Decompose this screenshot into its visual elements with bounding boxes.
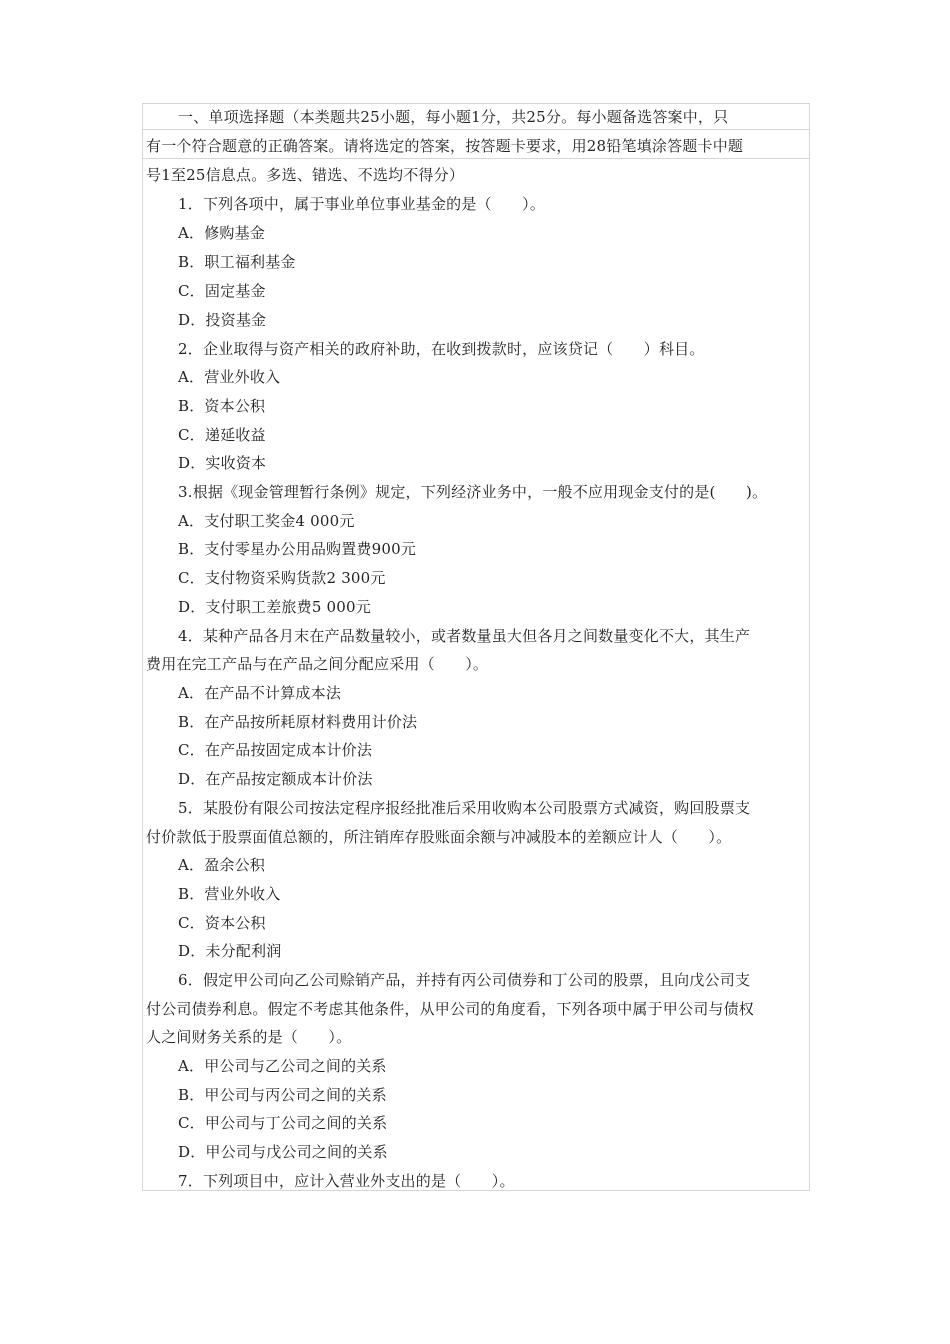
- option-item: D．在产品按定额成本计价法: [178, 770, 373, 788]
- option-item: B．在产品按所耗原材料费用计价法: [178, 713, 418, 731]
- option-item: B．支付零星办公用品购置费900元: [178, 540, 417, 558]
- question-text: 3.根据《现金管理暂行条例》规定，下列经济业务中，一般不应用现金支付的是( )。: [178, 483, 768, 501]
- question-text: 1．下列各项中，属于事业单位事业基金的是（ ）。: [178, 195, 546, 213]
- option-item: B．职工福利基金: [178, 253, 296, 271]
- option-item: D．支付职工差旅费5 000元: [178, 598, 371, 616]
- section-header-line: 号1至25信息点。多选、错选、不选均不得分）: [146, 166, 465, 184]
- option-item: A．甲公司与乙公司之间的关系: [178, 1057, 387, 1075]
- option-item: A．修购基金: [178, 224, 266, 242]
- option-item: C．支付物资采购货款2 300元: [178, 569, 386, 587]
- option-item: A．在产品不计算成本法: [178, 684, 342, 702]
- option-item: D．投资基金: [178, 311, 267, 329]
- question-text: 人之间财务关系的是（ ）。: [146, 1028, 352, 1046]
- option-item: B．营业外收入: [178, 885, 281, 903]
- question-text: 6．假定甲公司向乙公司赊销产品，并持有丙公司债券和丁公司的股票，且向戊公司支: [178, 971, 751, 989]
- section-header-line: 一、单项选择题（本类题共25小题，每小题1分，共25分。每小题备选答案中，只: [178, 108, 729, 126]
- question-text: 费用在完工产品与在产品之间分配应采用（ ）。: [146, 655, 489, 673]
- option-item: C．甲公司与丁公司之间的关系: [178, 1114, 388, 1132]
- question-text: 5．某股份有限公司按法定程序报经批准后采用收购本公司股票方式减资，购回股票支: [178, 799, 751, 817]
- option-item: A．营业外收入: [178, 368, 281, 386]
- option-item: C．在产品按固定成本计价法: [178, 741, 373, 759]
- option-item: D．未分配利润: [178, 942, 282, 960]
- option-item: D．实收资本: [178, 454, 267, 472]
- option-item: C．递延收益: [178, 426, 266, 444]
- question-text: 2．企业取得与资产相关的政府补助，在收到拨款时，应该贷记（ ）科目。: [178, 340, 705, 358]
- question-text: 7．下列项目中，应计入营业外支出的是（ ）。: [178, 1172, 515, 1190]
- question-text: 付公司债券利息。假定不考虑其他条件，从甲公司的角度看，下列各项中属于甲公司与债权: [146, 1000, 755, 1018]
- section-header-line: 有一个符合题意的正确答案。请将选定的答案，按答题卡要求，用28铅笔填涂答题卡中题: [146, 137, 744, 155]
- option-item: B．甲公司与丙公司之间的关系: [178, 1086, 387, 1104]
- option-item: C．固定基金: [178, 282, 266, 300]
- row-divider: [142, 129, 810, 130]
- question-text: 4．某种产品各月末在产品数量较小，或者数量虽大但各月之间数量变化不大，其生产: [178, 627, 751, 645]
- option-item: C．资本公积: [178, 914, 266, 932]
- row-divider: [142, 158, 810, 159]
- option-item: D．甲公司与戊公司之间的关系: [178, 1143, 388, 1161]
- option-item: A．支付职工奖金4 000元: [178, 512, 355, 530]
- option-item: A．盈余公积: [178, 856, 266, 874]
- question-text: 付价款低于股票面值总额的，所注销库存股账面余额与冲减股本的差额应计人（ ）。: [146, 828, 732, 846]
- option-item: B．资本公积: [178, 397, 266, 415]
